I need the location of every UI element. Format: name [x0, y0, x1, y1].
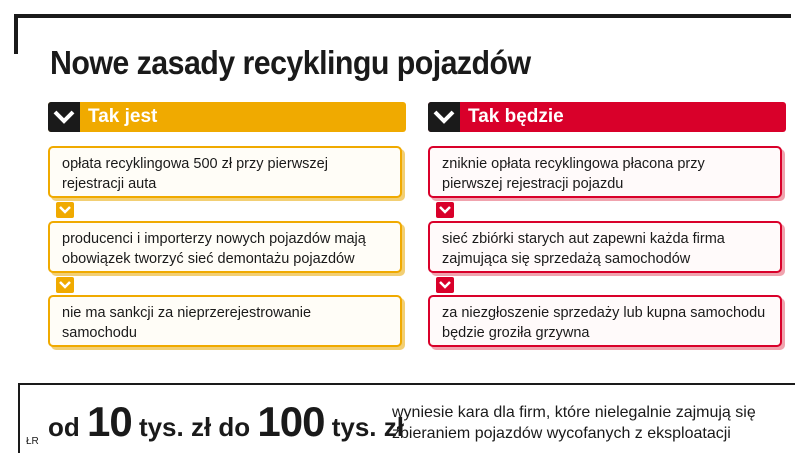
column-label: Tak jest [88, 106, 158, 127]
chevron-down-icon [428, 102, 460, 132]
fine-description: wyniesie kara dla firm, które nielegalnie zajmują się zbieraniem pojazdów wycofanych z eksploatacji [392, 404, 756, 442]
fine-range-min: 10 [87, 398, 132, 445]
fine-range-prefix: od [48, 412, 87, 442]
rule-card: sieć zbiórki starych aut zapewni każda firma zajmująca się sprzedażą samochodów [428, 221, 782, 273]
column-header-future [428, 102, 786, 132]
fine-range-max: 100 [257, 398, 325, 445]
top-rule [14, 14, 791, 18]
column-future [428, 102, 786, 341]
chevron-down-icon [56, 202, 74, 218]
rule-card: za niezgłoszenie sprzedaży lub kupna samochodu będzie groziła grzywna [428, 295, 782, 347]
rule-card: opłata recyklingowa 500 zł przy pierwszej rejestracji auta [48, 146, 402, 198]
rule-card: producenci i importerzy nowych pojazdów mają obowiązek tworzyć sieć demontażu pojazdów [48, 221, 402, 273]
fine-range [48, 398, 404, 446]
footer-rule [18, 383, 795, 385]
chevron-down-icon [436, 202, 454, 218]
column-current [48, 102, 406, 341]
column-header-current [48, 102, 406, 132]
chevron-down-icon [48, 102, 80, 132]
page-title: Nowe zasady recyklingu pojazdów [50, 44, 531, 81]
fine-range-suffix: tys. zł [324, 412, 404, 442]
source-credit: ŁR [26, 436, 39, 447]
rule-card: nie ma sankcji za nieprzerejestrowanie samochodu [48, 295, 402, 347]
chevron-down-icon [56, 277, 74, 293]
column-label: Tak będzie [468, 106, 564, 127]
fine-range-mid: tys. zł do [131, 412, 258, 442]
side-rule [14, 14, 18, 54]
chevron-down-icon [436, 277, 454, 293]
footer-side-rule [18, 383, 20, 453]
rule-card: zniknie opłata recyklingowa płacona przy pierwszej rejestracji pojazdu [428, 146, 782, 198]
